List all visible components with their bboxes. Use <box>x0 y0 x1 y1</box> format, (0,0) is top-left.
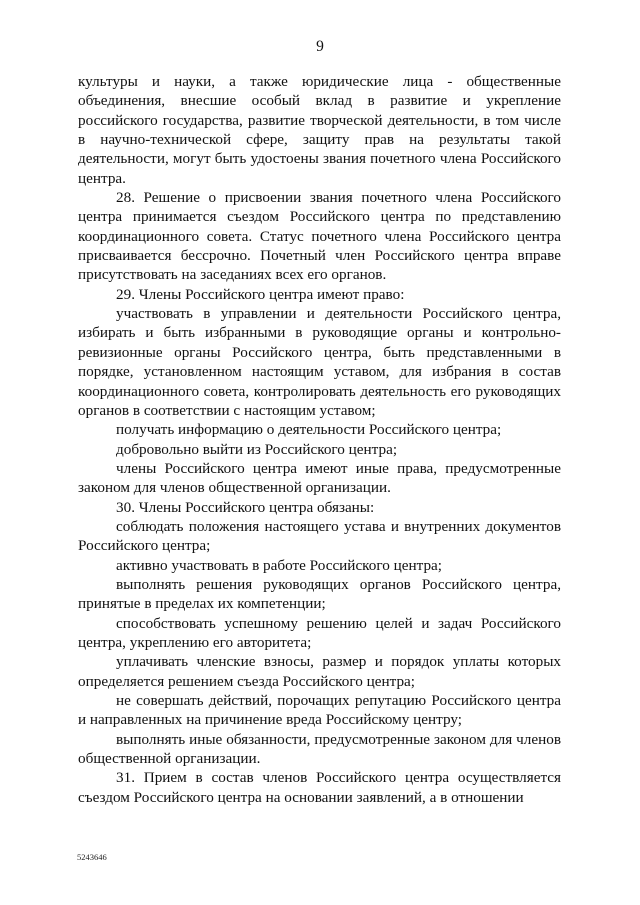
paragraph-29-right-information: получать информацию о деятельности Российского центра; <box>116 421 502 439</box>
paragraph-30-duty-reputation: не совершать действий, порочащих репутацию Российского центра и направленных на причинение вреда Российскому центру; <box>78 692 561 729</box>
paragraph-30-heading: 30. Члены Российского центра обязаны: <box>116 498 375 516</box>
paragraph-30-duty-execute: выполнять решения руководящих органов Российского центра, принятые в пределах их компетенции; <box>78 575 561 613</box>
document-code: 5243646 <box>77 852 107 862</box>
paragraph-continuation: культуры и науки, а также юридические лица - общественные объединения, внесшие особый вклад в развитие и укрепление российского государства, развитие творческой деятельности, в том числе в научно-технической сфере, защиту прав на результаты такой деятельности, могут быть удостоены звания почетного члена Российского центра. <box>78 73 561 187</box>
paragraph-30-duty-comply: соблюдать положения настоящего устава и внутренних документов Российского центра; <box>78 517 561 555</box>
document-body <box>78 72 561 807</box>
paragraph-29-right-participate: участвовать в управлении и деятельности Российского центра, избирать и быть избранными в руководящие органы и контрольно-ревизионные органы Российского центра, быть представленными в порядке, установленном настоящим уставом, для избрания в состав координационного совета, контролировать деятельность его руководящих органов в соответствии с настоящим уставом; <box>78 305 561 419</box>
paragraph-30-duty-support: способствовать успешному решению целей и задач Российского центра, укреплению его авторитета; <box>78 614 561 651</box>
paragraph-29-right-leave: добровольно выйти из Российского центра; <box>116 440 398 458</box>
paragraph-30-duty-fees: уплачивать членские взносы, размер и порядок уплаты которых определяется решением съезда Российского центра; <box>78 653 561 690</box>
paragraph-29-heading: 29. Члены Российского центра имеют право: <box>116 285 405 303</box>
paragraph-30-duty-other: выполнять иные обязанности, предусмотренные законом для членов общественной организации. <box>78 730 561 768</box>
paragraph-30-duty-participate: активно участвовать в работе Российского центра; <box>116 556 442 574</box>
paragraph-29-right-other: члены Российского центра имеют иные права, предусмотренные законом для членов общественной организации. <box>78 459 561 497</box>
paragraph-28: 28. Решение о присвоении звания почетного члена Российского центра принимается съездом Российского центра по представлению координационного совета. Статус почетного члена Российского центра присваивается бессрочно. Почетный член Российского центра вправе присутствовать на заседаниях всех его органов. <box>78 189 561 284</box>
page-number: 9 <box>316 38 324 55</box>
paragraph-31: 31. Прием в состав членов Российского центра осуществляется съездом Российского центра на основании заявлений, а в отношении <box>78 769 561 806</box>
